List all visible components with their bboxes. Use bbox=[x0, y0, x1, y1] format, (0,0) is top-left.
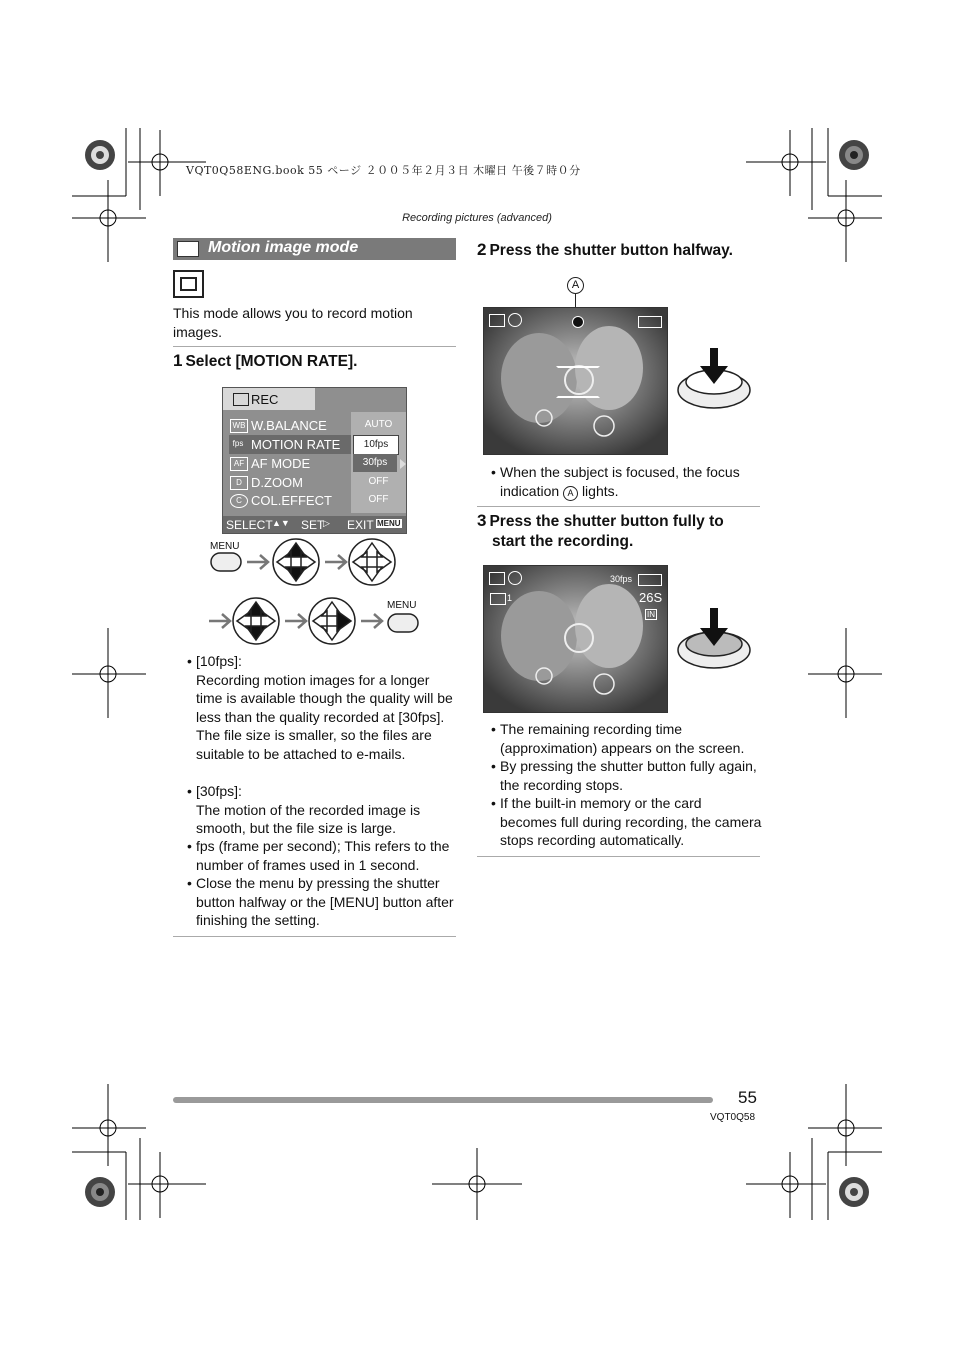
motion-mode-indicator-icon bbox=[489, 572, 505, 585]
divider bbox=[173, 936, 456, 937]
flash-off-icon bbox=[508, 571, 522, 585]
bullet: • bbox=[491, 721, 496, 737]
note-30fps: [30fps]: The motion of the recorded image is smooth, but the file size is large. bbox=[196, 783, 421, 836]
memory-indicator: IN bbox=[647, 610, 655, 619]
footer-bar bbox=[173, 1097, 713, 1103]
bullet: • bbox=[187, 783, 192, 799]
marker-a: A bbox=[567, 277, 584, 294]
motion-mode-indicator-icon bbox=[489, 314, 505, 327]
note-memory-full: If the built-in memory or the card becomes full during recording, the camera stops recording automatically. bbox=[500, 795, 762, 848]
menu-button-label: MENU bbox=[387, 600, 417, 611]
arrow-right-icon bbox=[400, 459, 406, 469]
bullet: • bbox=[491, 795, 496, 811]
button-sequence-diagram bbox=[205, 535, 445, 650]
step-2: 2 Press the shutter button halfway. bbox=[477, 240, 733, 259]
photo-children-bubbles bbox=[484, 566, 668, 713]
camera-icon bbox=[233, 393, 249, 406]
step-1 bbox=[173, 351, 357, 371]
step-number: 1 bbox=[173, 351, 183, 370]
model-code: VQT0Q58 bbox=[710, 1112, 756, 1123]
shutter-half-press-icon bbox=[676, 346, 756, 412]
focus-indicator-icon bbox=[572, 316, 584, 328]
stabilizer-mode: 1 bbox=[507, 593, 513, 603]
menu-item-wbalance: WB W.BALANCE bbox=[229, 416, 349, 435]
wb-icon: WB bbox=[230, 419, 248, 433]
section-title-bar bbox=[173, 238, 456, 260]
color-effect-icon: C bbox=[230, 494, 248, 508]
section-intro: This mode allows you to record motion images. bbox=[173, 305, 413, 340]
menu-item-col-effect: C COL.EFFECT bbox=[229, 491, 349, 510]
note-stop-recording: By pressing the shutter button fully again, the recording stops. bbox=[500, 758, 757, 793]
menu-item-af-mode: AF AF MODE bbox=[229, 454, 349, 473]
divider bbox=[173, 346, 456, 347]
running-header: Recording pictures (advanced) bbox=[402, 212, 552, 224]
menu-footer: SELECT ▲▼ SET ▷ EXIT MENU bbox=[223, 516, 407, 534]
menu-tab bbox=[223, 388, 315, 410]
divider bbox=[477, 506, 760, 507]
bullet: • bbox=[187, 653, 192, 669]
bullet: • bbox=[491, 464, 496, 480]
menu-screen bbox=[222, 387, 407, 534]
print-info: VQT0Q58ENG.book 55 ページ ２００５年２月３日 木曜日 午後７時０分 bbox=[186, 164, 581, 177]
battery-icon bbox=[638, 316, 662, 328]
page-number: 55 bbox=[738, 1088, 757, 1107]
af-frame-icon bbox=[556, 366, 600, 398]
stabilizer-icon bbox=[490, 593, 506, 605]
shutter-full-press-icon bbox=[676, 606, 756, 672]
note-close-menu: Close the menu by pressing the shutter button halfway or the [MENU] button after finishing the setting. bbox=[196, 875, 454, 928]
bullet: • bbox=[187, 875, 192, 891]
menu-button-label: MENU bbox=[210, 541, 240, 552]
fps-icon: fps bbox=[232, 439, 244, 448]
lcd-photo-halfway bbox=[483, 307, 668, 455]
flash-off-icon bbox=[508, 313, 522, 327]
menu-value: 30fps bbox=[353, 454, 397, 472]
bullet: • bbox=[491, 758, 496, 774]
step-text: Select [MOTION RATE]. bbox=[185, 353, 358, 370]
note-fps: fps (frame per second); This refers to the number of frames used in 1 second. bbox=[196, 838, 450, 873]
menu-value: OFF bbox=[368, 494, 389, 505]
motion-mode-icon bbox=[173, 270, 204, 298]
up-down-icon: ▲▼ bbox=[272, 518, 290, 528]
battery-icon bbox=[638, 574, 662, 586]
step-3: 3 Press the shutter button fully to start the recording. bbox=[477, 511, 724, 550]
menu-value: OFF bbox=[368, 476, 389, 487]
lcd-photo-recording bbox=[483, 565, 668, 713]
film-icon bbox=[177, 241, 199, 257]
step2-note: When the subject is focused, the focus indication A lights. bbox=[500, 464, 740, 499]
note-remaining-time: The remaining recording time (approximation) appears on the screen. bbox=[500, 721, 745, 756]
section-title: Motion image mode bbox=[208, 239, 359, 256]
menu-value: 10fps bbox=[353, 435, 399, 455]
af-icon: AF bbox=[230, 457, 248, 471]
divider bbox=[477, 856, 760, 857]
dzoom-icon: D bbox=[230, 476, 248, 490]
bullet: • bbox=[187, 838, 192, 854]
menu-tab-label: REC bbox=[251, 392, 279, 407]
note-10fps: [10fps]: Recording motion images for a longer time is available though the quality will be less than the quality recorded at [30fps]. The file size is smaller, so the files are suitable to be attached to e-mails. bbox=[196, 653, 453, 762]
remaining-time: 26S bbox=[639, 590, 663, 605]
right-arrow-icon: ▷ bbox=[323, 518, 330, 528]
fps-readout: 30fps bbox=[610, 574, 633, 584]
menu-value: AUTO bbox=[364, 419, 393, 430]
menu-item-dzoom: D D.ZOOM bbox=[229, 473, 349, 492]
menu-item-motion-rate: fps MOTION RATE bbox=[229, 435, 351, 454]
